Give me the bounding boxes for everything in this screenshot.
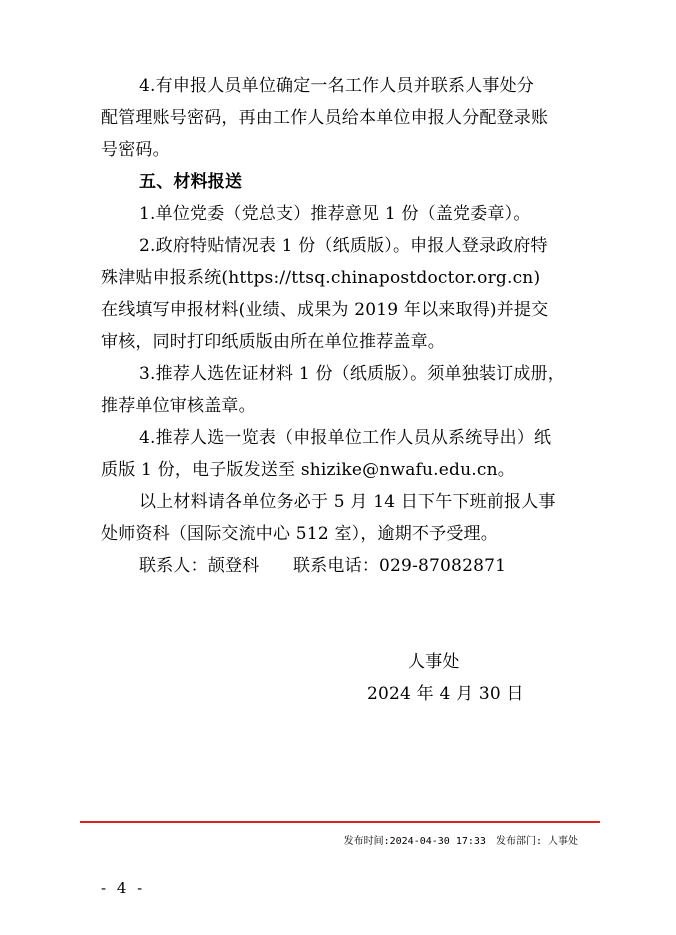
footer-divider <box>80 821 600 823</box>
paragraph-line: 殊津贴申报系统(https://ttsq.chinapostdoctor.org.cn) <box>101 268 541 288</box>
publish-department: 发布部门: 人事处 <box>495 836 578 847</box>
page-number: - 4 - <box>101 879 146 897</box>
paragraph-line: 4.有申报人员单位确定一名工作人员并联系人事处分 <box>139 76 535 96</box>
paragraph-line: 号密码。 <box>101 140 170 160</box>
paragraph-line: 1.单位党委（党总支）推荐意见 1 份（盖党委章）。 <box>139 204 531 224</box>
paragraph-line: 推荐单位审核盖章。 <box>101 396 256 416</box>
issuer-department: 人事处 <box>408 652 460 672</box>
paragraph-line: 2.政府特贴情况表 1 份（纸质版）。申报人登录政府特 <box>139 236 548 256</box>
paragraph-line: 4.推荐人选一览表（申报单位工作人员从系统导出）纸 <box>139 428 552 448</box>
paragraph-line: 在线填写申报材料(业绩、成果为 2019 年以来取得)并提交 <box>101 300 549 320</box>
paragraph-line: 以上材料请各单位务必于 5 月 14 日下午下班前报人事 <box>139 492 556 512</box>
paragraph-line: 配管理账号密码，再由工作人员给本单位申报人分配登录账 <box>101 108 549 128</box>
paragraph-line: 3.推荐人选佐证材料 1 份（纸质版）。须单独装订成册， <box>139 364 565 384</box>
paragraph-line: 审核，同时打印纸质版由所在单位推荐盖章。 <box>101 332 445 352</box>
paragraph-line: 处师资科（国际交流中心 512 室），逾期不予受理。 <box>101 524 498 544</box>
section-heading: 五、材料报送 <box>139 172 243 192</box>
publish-info <box>0 835 578 849</box>
issue-date: 2024 年 4 月 30 日 <box>367 684 524 704</box>
contact-line: 联系人：颉登科 联系电话：029-87082871 <box>139 556 507 576</box>
publish-time: 发布时间:2024-04-30 17:33 <box>343 836 486 847</box>
paragraph-line: 质版 1 份，电子版发送至 shizike@nwafu.edu.cn。 <box>101 460 515 480</box>
